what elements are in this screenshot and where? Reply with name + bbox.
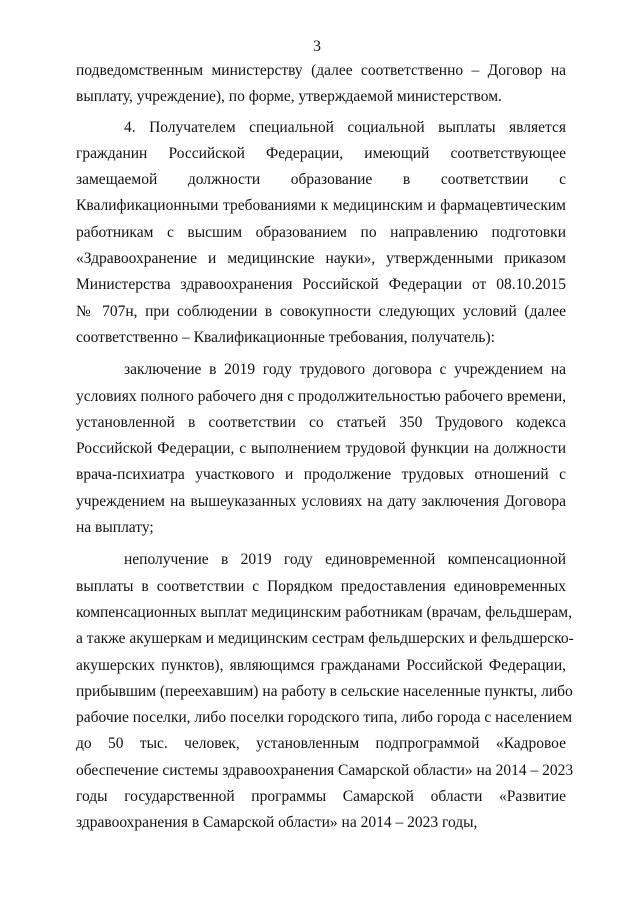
text-line: на выплату;: [76, 519, 154, 537]
text-line: учреждением на вышеуказанных условиях на дату заключения Договора: [76, 492, 566, 510]
document-body: [76, 58, 574, 837]
text-line: врача-психиатра участкового и продолжение трудовых отношений с: [76, 466, 566, 484]
page-number: 3: [313, 38, 321, 55]
text-line: здравоохранения в Самарской области» на 2014 – 2023 годы,: [76, 814, 478, 832]
text-line: обеспечение системы здравоохранения Самарской области» на 2014 – 2023: [76, 761, 574, 779]
text-line: соответственно – Квалификационные требования, получатель):: [76, 328, 495, 346]
paragraph: [76, 58, 566, 111]
text-line: Министерства здравоохранения Российской Федерации от 08.10.2015: [76, 276, 566, 294]
text-line: гражданин Российской Федерации, имеющий соответствующее: [76, 144, 566, 162]
text-line: а также акушеркам и медицинским сестрам фельдшерских и фельдшерско-: [76, 630, 574, 648]
text-line: 4. Получателем специальной социальной выплаты является: [124, 118, 566, 136]
text-line: компенсационных выплат медицинским работникам (врачам, фельдшерам,: [76, 603, 572, 621]
paragraph: [76, 115, 566, 352]
text-line: до 50 тыс. человек, установленным подпрограммой «Кадровое: [76, 735, 566, 753]
text-line: «Здравоохранение и медицинские науки», утвержденными приказом: [76, 250, 566, 268]
paragraph: [76, 547, 574, 836]
text-line: Российской Федерации, с выполнением трудовой функции на должности: [76, 440, 566, 458]
text-line: установленной в соответствии со статьей 350 Трудового кодекса: [76, 413, 566, 431]
paragraph: [76, 357, 566, 541]
text-line: Квалификационными требованиями к медицинским и фармацевтическим: [76, 197, 566, 215]
text-line: акушерских пунктов), являющимся гражданами Российской Федерации,: [76, 656, 566, 674]
text-line: рабочие поселки, либо поселки городского типа, либо города с населением: [76, 709, 573, 727]
text-line: выплаты в соответствии с Порядком предоставления единовременных: [76, 577, 566, 595]
text-line: выплату, учреждение), по форме, утверждаемой министерством.: [76, 88, 502, 106]
text-line: прибывшим (переехавшим) на работу в сельские населенные пункты, либо: [76, 682, 573, 700]
text-line: № 707н, при соблюдении в совокупности следующих условий (далее: [76, 302, 566, 320]
text-line: работникам с высшим образованием по направлению подготовки: [76, 223, 566, 241]
text-line: годы государственной программы Самарской области «Развитие: [76, 788, 566, 806]
text-line: заключение в 2019 году трудового договора с учреждением на: [124, 361, 566, 379]
text-line: условиях полного рабочего дня с продолжительностью рабочего времени,: [76, 387, 566, 405]
text-line: подведомственным министерству (далее соответственно – Договор на: [76, 62, 566, 79]
text-line: неполучение в 2019 году единовременной компенсационной: [124, 551, 566, 569]
text-line: замещаемой должности образование в соответствии с: [76, 171, 566, 189]
